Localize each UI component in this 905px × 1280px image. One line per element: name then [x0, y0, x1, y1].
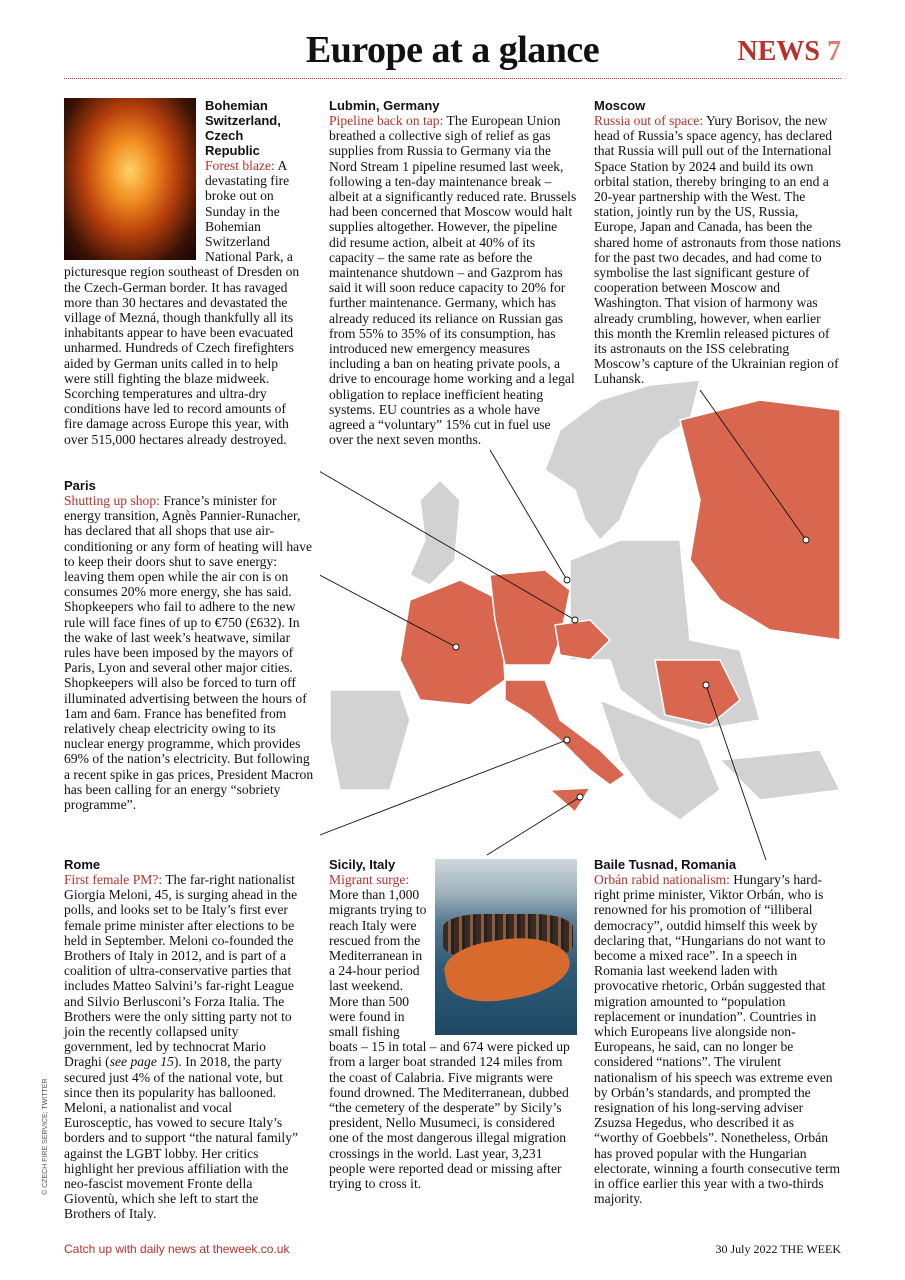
page-title: Europe at a glance [305, 29, 600, 71]
story-subhead: Russia out of space: [594, 113, 704, 128]
story-bohemia [64, 98, 300, 447]
story-body: More than 1,000 migrants trying to reach Italy were rescued from the Mediterranean in a 24-hour period last weekend. More than 500 were found in small fishing boats – 15 in total – and 674 were picked up from a larger boat stranded 124 miles from the coast of Calabria. Five migrants were found drowned. The Mediterranean, dubbed “the cemetery of the desperate” by Sicily’s president, Nello Musumeci, is considered one of the most dangerous illegal migration crossings in the world. Last year, 3,231 people were reported dead or missing after trying to cross it. [329, 887, 570, 1192]
story-moscow [594, 98, 842, 387]
story-body: France’s minister for energy transition, Agnès Pannier-Runacher, has declared that all shops that use air-conditioning or any form of heating will have to keep their doors shut to save energy: leaving them open while the air con is on consumes 20% more energy, she has said. Shopkeepers who fail to adhere to the new rule will face fines of up to €750 (£632). In the wake of last week’s heatwave, similar rules have been imposed by the mayors of Paris, Lyon and several other major cities. Shopkeepers will also be forced to turn off illuminated advertising between the hours of 1am and 6am. France has benefited from relatively cheap electricity owing to its nuclear energy programme, which provides 69% of the nation’s electricity. But following a recent spike in gas prices, President Macron has been calling for an energy “sobriety programme”. [64, 493, 314, 813]
header-divider [64, 78, 841, 79]
map-iberia [330, 690, 410, 790]
story-body-cont: ). In 2018, the party secured just 4% of the national vote, but since then its popularity has ballooned. Meloni, a nationalist and vocal Eurosceptic, has vowed to secure Italy’s borders and to support “the natural family” against the LGBT lobby. Her critics highlight her previous affiliation with the neo-fascist movement Fronte della Gioventù, which she left to start the Brothers of Italy. [64, 1054, 299, 1222]
footer-date: 30 July 2022 THE WEEK [715, 1242, 841, 1256]
story-place: Bohemian Switzerland, Czech Republic [205, 98, 281, 158]
story-body: The far-right nationalist Giorgia Meloni, 45, is surging ahead in the polls, and looks set to be Italy’s first ever female prime minister after elections to be held in September. Meloni co-founded the Brothers of Italy in 2012, and is part of a coalition of ultra-conservative parties that includes Matteo Salvini’s far-right League and Silvio Berlusconi’s Forza Italia. The Brothers were the only sitting party not to join the recently collapsed unity government, led by technocrat Mario Draghi ( [64, 872, 298, 1070]
page-number: 7 [827, 36, 841, 67]
section-label [738, 36, 841, 68]
story-body: Hungary’s hard-right prime minister, Viktor Orbán, who is renowned for his promotion of “illiberal democracy”, outdid himself this week by declaring that, “Hungarians do not want to become a mixed race”. In a speech in Romania last weekend laden with provocative rhetoric, Orbán suggested that migration amounted to “population replacement or inundation”. Countries in which Europeans live alongside non-Europeans, he said, can no longer be considered “nations”. The virulent nationalism of his speech was extreme even by Orbán’s standards, and prompted the resignation of his long-serving adviser Zsuzsa Hegedus, who described it as “worthy of Goebbels”. Nonetheless, Orbán has proved popular with the Hungarian electorate, winning a fourth consecutive term in office earlier this year with a two-thirds majority. [594, 872, 841, 1207]
map-sicily [550, 788, 590, 812]
story-subhead: Pipeline back on tap: [329, 113, 444, 128]
story-place: Baile Tusnad, Romania [594, 857, 737, 872]
story-subhead: Migrant surge: [329, 872, 410, 887]
footer-website-link[interactable]: Catch up with daily news at theweek.co.uk [64, 1242, 290, 1256]
page-reference: see page 15 [109, 1054, 174, 1070]
story-body: The European Union breathed a collective sigh of relief as gas supplies from Russia to Germany via the Nord Stream 1 pipeline resumed last week, following a ten-day maintenance break – albeit at a significantly reduced rate. Brussels had been concerned that Moscow would halt supplies altogether. However, the pipeline did resume action, albeit at 40% of its capacity – the same rate as before the maintenance shutdown – and Gazprom has said it will soon reduce capacity to 20% for further maintenance. Germany, which has already reduced its reliance on Russian gas from 55% to 35% of its consumption, has introduced new emergency measures including a ban on heating private pools, a drive to encourage home working and a legal obligation to replace inefficient heating systems. EU countries as a whole have agreed a “voluntary” 15% cut in fuel use over the next seven months. [329, 113, 577, 448]
story-subhead: Orbán rabid nationalism: [594, 872, 730, 887]
europe-map [320, 380, 860, 870]
forest-fire-photo [64, 98, 196, 260]
story-subhead: Shutting up shop: [64, 493, 160, 508]
story-subhead: First female PM?: [64, 872, 163, 887]
story-place: Lubmin, Germany [329, 98, 440, 113]
story-body: Yury Borisov, the new head of Russia’s space agency, has declared that Russia will pull out of the International Space Station by 2024 and build its own orbital station, thereby bringing to an end a 20-year partnership with the West. The station, jointly run by the US, Russia, Europe, Japan and Canada, has been the shared home of astronauts from those nations for the past two decades, and had come to symbolise the last significant gesture of cooperation between Moscow and Washington. That vision of harmony was already crumbling, however, when earlier this month the Kremlin released pictures of its astronauts on the ISS celebrating Moscow’s capture of the Ukrainian region of Luhansk. [594, 113, 841, 387]
story-place: Rome [64, 857, 101, 872]
map-italy [505, 680, 625, 785]
story-lubmin [329, 98, 577, 447]
photo-credit: © CZECH FIRE SERVICE; TWITTER [42, 1078, 49, 1195]
story-paris [64, 478, 314, 812]
section-name: NEWS [737, 36, 820, 67]
story-place: Sicily, Italy [329, 857, 396, 872]
map-turkey [720, 750, 840, 800]
story-place: Paris [64, 478, 96, 493]
story-romania [594, 857, 842, 1206]
story-body: A devastating fire broke out on Sunday in the Bohemian Switzerland National Park, a picturesque region southeast of Dresden on the Czech-German border. It has ravaged more than 30 hectares and devastated the village of Mezná, though thankfully all its inhabitants appear to have been evacuated unharmed. Hundreds of Czech firefighters aided by German units called in to help were still fighting the blaze midweek. Scorching temperatures and ultra-dry conditions have led to record amounts of fire damage across Europe this year, with over 515,000 hectares already destroyed. [64, 158, 300, 447]
map-uk [410, 480, 460, 585]
map-russia [680, 400, 840, 640]
story-subhead: Forest blaze: [205, 158, 275, 173]
story-place: Moscow [594, 98, 646, 113]
map-germany [490, 570, 570, 665]
map-france [400, 580, 505, 705]
story-rome [64, 857, 300, 1222]
story-sicily [329, 857, 577, 1191]
migrant-boat-photo [435, 859, 577, 1035]
leader-line-sicily [487, 797, 580, 855]
